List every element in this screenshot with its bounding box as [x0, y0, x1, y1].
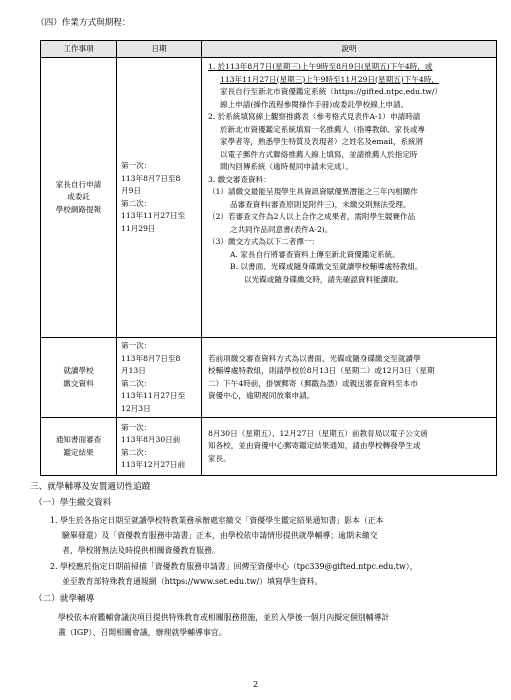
- date-line: 113年8月7日至8: [121, 353, 181, 363]
- task-cell: [41, 58, 117, 338]
- table-header-row: [41, 41, 497, 58]
- task-line: 繳交資料: [63, 378, 94, 388]
- desc-line: （2）若審查文件為2人以上合作之成果者，需附學生競賽作品: [208, 212, 416, 221]
- table-row: [41, 418, 497, 476]
- table-row: [41, 338, 497, 418]
- date-cell: [117, 58, 202, 338]
- date-line: 第一次：: [121, 341, 152, 350]
- date-line: 113年12月27日前: [121, 460, 186, 469]
- list-item: 並至教育部特殊教育通報網（https://www.set.edu.tw/）填寫學生資料。: [62, 577, 323, 586]
- header-date: 日期: [117, 41, 202, 58]
- date-line: 113年11月27日至: [121, 211, 186, 220]
- date-line: 第一次：: [121, 161, 152, 170]
- description-cell: [202, 338, 497, 418]
- list-item: 驗畢發還）及「資優教育服務申請書」正本，由學校依申請情形提供就學輔導；逾期未繳交: [62, 531, 378, 540]
- desc-line: 以電子郵件方式聯絡推薦人線上填寫，並請推薦人於指定時: [220, 149, 418, 159]
- desc-line: 家長自行至新北市資優鑑定系統（https://gifted.ntpc.edu.tw/）: [220, 87, 443, 96]
- desc-line: （3）繳交方式為以下二者擇一：: [208, 237, 320, 246]
- list-item: 1. 學生於各指定日期至就讀學校特教業務承辦處室繳交「資優學生鑑定結果通知書」影本（正本: [50, 516, 384, 525]
- date-line: 第二次：: [121, 378, 152, 388]
- task-cell: [41, 418, 117, 476]
- paragraph-line: 畫（IGP）、召開相關會議，辦理就學輔導事宜。: [58, 628, 227, 637]
- desc-line: 之共同作品同意書(表件A-2)。: [230, 224, 333, 234]
- date-line: 113年8月7日至8: [121, 173, 181, 183]
- task-line: 通知書面審查: [55, 435, 102, 444]
- list-item: 2. 學校應於指定日期前掃描「資優教育服務申請書」回傳至資優中心（tpc339@gifted.ntpc.edu.tw），: [50, 562, 418, 571]
- desc-line: 家學者等，熟悉學生特質及表現者）之姓名及email，系統將: [220, 137, 424, 146]
- date-line: 月9日: [121, 186, 142, 195]
- desc-line: 113年11月27日(星期三)上午9時至11月29日(星期五)下午4時，: [220, 74, 439, 84]
- task-line: 或委託: [67, 192, 90, 202]
- desc-line: 2. 於系統填寫線上觀察推薦表（參考格式見表件A-1）申請時請: [208, 112, 421, 121]
- desc-line: 知各校，並由資優中心郵寄鑑定結果通知，請由學校轉發學生或: [208, 441, 421, 451]
- task-line: 家長自行申請: [55, 179, 102, 189]
- subsection-2-heading: （二）就學輔導: [34, 594, 95, 604]
- desc-line: 線上申請(操作流程參閱操作手冊)或委託學校線上申請。: [220, 99, 409, 109]
- task-line: 鑑定結果: [63, 447, 94, 457]
- date-line: 第二次：: [121, 198, 152, 208]
- date-line: 113年11月27日至: [121, 391, 186, 400]
- desc-line: （1）請繳交最能呈現學生具資訊資賦優異潛能之三年內相關作: [208, 187, 418, 196]
- table-row: [41, 58, 497, 338]
- header-description: 說明: [202, 41, 497, 58]
- desc-line: 於新北市資優鑑定系統填寫一名推薦人（指導教師、家長或專: [220, 124, 426, 134]
- desc-line: 1. 於113年8月7日(星期三)上午9時至8月9日(星期五)下午4時，或: [208, 62, 433, 71]
- desc-line: 二）下午4時前，掛號郵寄（郵戳為憑）或親送審查資料至本市: [208, 378, 418, 388]
- desc-line: 8月30日（星期五）、12月27日（星期五）前教育局以電子公文函: [208, 428, 428, 438]
- date-line: 113年8月30日前: [121, 435, 181, 444]
- task-line: 就讀學校: [63, 366, 94, 375]
- list-item: 者，學校將無法及時提供相關資優教育服務。: [62, 546, 220, 555]
- desc-line: 間內回傳系統（逾時視同申請未完成）。: [220, 162, 353, 171]
- date-line: 第二次：: [121, 447, 152, 457]
- description-cell: [202, 58, 497, 338]
- description-cell: [202, 418, 497, 476]
- desc-line: B. 以書面、光碟或隨身碟繳交至就讀學校輔導處特教組。: [230, 262, 423, 271]
- page-number: 2: [252, 680, 259, 689]
- subsection-1-heading: （一）學生繳交資料: [34, 498, 112, 508]
- desc-line: 校輔導處特教組，則請學校於8月13日（星期二）或12月3日（星期: [208, 366, 435, 375]
- task-cell: [41, 338, 117, 418]
- header-task: 工作事項: [41, 41, 117, 58]
- date-line: 月13日: [121, 366, 146, 375]
- desc-line: 家長。: [208, 453, 231, 463]
- section-4-heading: （四）作業方式與期程：: [36, 18, 131, 28]
- desc-line: 若前項繳交審查資料方式為以書面、光碟或隨身碟繳交至就讀學: [208, 353, 421, 363]
- date-line: 12月3日: [121, 403, 151, 413]
- date-cell: [117, 418, 202, 476]
- schedule-table: [40, 40, 497, 476]
- date-cell: [117, 338, 202, 418]
- task-line: 學校網路提報: [55, 204, 102, 214]
- desc-line: A. 家長自行將審查資料上傳至新北資優鑑定系統。: [230, 249, 400, 259]
- desc-line: 品審查資料(審查原則見附件三)，未繳交則無法受理。: [230, 199, 411, 209]
- date-line: 11月29日: [121, 223, 156, 233]
- desc-line: 以光碟或隨身碟繳交時，請先確認資料能讀取。: [244, 274, 404, 284]
- desc-line: 資優中心，逾期視同放棄申請。: [208, 391, 315, 400]
- paragraph-line: 學校依本府鑑輔會議決項目提供特殊教育或相關服務措施，並於入學後一個月內擬定個別輔導計: [58, 613, 390, 622]
- date-line: 第一次：: [121, 422, 152, 432]
- section-3-heading: 三、就學輔導及安置適切性追蹤: [30, 482, 151, 492]
- desc-line: 3. 繳交審查資料：: [208, 174, 271, 184]
